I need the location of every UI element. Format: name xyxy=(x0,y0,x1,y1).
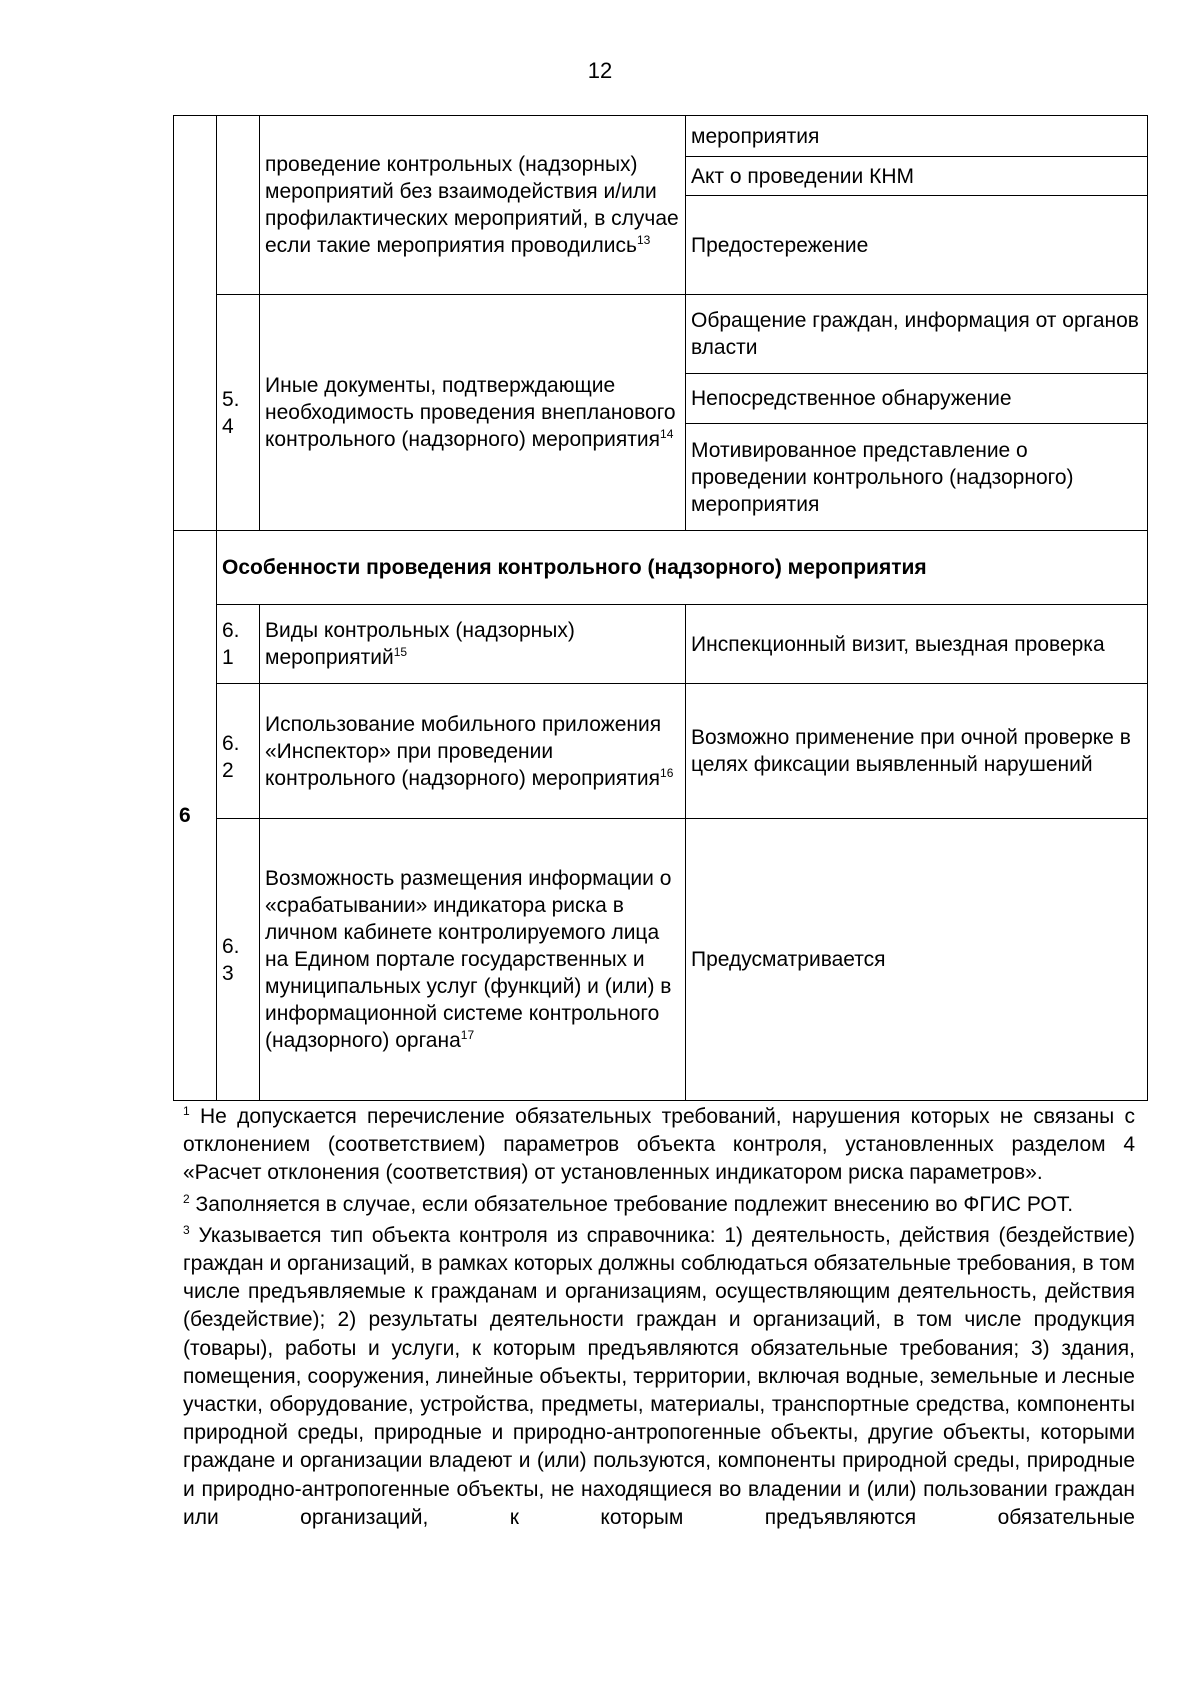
footnote-ref-16[interactable]: 16 xyxy=(660,765,674,780)
row-6-3-value: Предусматривается xyxy=(686,819,1148,1101)
footnote-3-text: Указывается тип объекта контроля из справочника: 1) деятельность, действия (бездействие) граждан и организаций, в рамках которых должны соблюдаться обязательные требования, в том числе предъявляемые к гражданам и организациям, осуществляющим деятельность, действия (бездействие); 2) результаты деятельности граждан и организаций, в том числе продукция (товары), работы и услуги, к которым предъявляются обязательные требования; 3) здания, помещения, сооружения, линейные объекты, территории, включая водные, земельные и лесные участки, оборудование, устройства, предметы, материалы, транспортные средства, компоненты природной среды, природные и природно-антропогенные объекты, другие объекты, которыми граждане и организации владеют и (или) пользуются, компоненты природной среды, природные и природно-антропогенные объекты, не находящиеся во владении и (или) пользовании граждан или организаций, к которым предъявляются обязательные xyxy=(183,1223,1135,1529)
row-5-3-value-2: Акт о проведении КНМ xyxy=(686,157,1148,196)
row-6-1-name: Виды контрольных (надзорных) мероприятий xyxy=(265,619,575,669)
footnote-mark-1: 1 xyxy=(183,1104,190,1118)
footnote-1-text: Не допускается перечисление обязательных требований, нарушения которых не связаны с отклонением (соответствием) параметров объекта контроля, установленных разделом 4 «Расчет отклонения (соответствия) от установленных индикатором риска параметров». xyxy=(183,1105,1135,1185)
requirements-table xyxy=(173,115,1148,1101)
footnote-2 xyxy=(183,1191,1135,1219)
row-5-4-value-3: Мотивированное представление о проведении контрольного (надзорного) мероприятия xyxy=(686,424,1148,531)
footnote-ref-17[interactable]: 17 xyxy=(460,1028,475,1042)
footnote-ref-15[interactable]: 15 xyxy=(393,645,408,659)
footnote-mark-2: 2 xyxy=(183,1191,190,1206)
row-5-4-value-1: Обращение граждан, информация от органов власти xyxy=(686,295,1148,374)
footnotes xyxy=(183,1103,1135,1535)
section6-number: 6 xyxy=(174,531,217,1101)
row-5-4-name: Иные документы, подтверждающие необходимость проведения внепланового контрольного (надзорного) мероприятия xyxy=(265,374,676,451)
page-number: 12 xyxy=(587,58,613,83)
row-6-2-value: Возможно применение при очной проверке в целях фиксации выявленный нарушений xyxy=(686,684,1148,819)
footnote-1 xyxy=(183,1103,1135,1188)
footnote-3 xyxy=(183,1222,1135,1532)
row-5-4-value-2: Непосредственное обнаружение xyxy=(686,374,1148,424)
row-6-1-value: Инспекционный визит, выездная проверка xyxy=(686,605,1148,684)
section6-heading: Особенности проведения контрольного (надзорного) мероприятия xyxy=(217,531,1148,605)
row-6-3-number: 6. 3 xyxy=(217,819,260,1101)
row-5-4-number: 5. 4 xyxy=(217,295,260,531)
row-5-4-name-cell xyxy=(260,295,686,531)
row-5-3-name: проведение контрольных (надзорных) мероприятий без взаимодействия и/или профилактических мероприятий, в случае если такие мероприятия проводились xyxy=(265,153,679,257)
row-6-3-name: Возможность размещения информации о «срабатывании» индикатора риска в личном кабинете контролируемого лица на Едином портале государственных и муниципальных услуг (функций) и (или) в информационной системе контрольного (надзорного) органа xyxy=(265,867,672,1052)
row-5-3-name-cell xyxy=(260,116,686,295)
row-5-3-value-1: мероприятия xyxy=(686,116,1148,157)
row-5-3-number-cell xyxy=(217,116,260,295)
section5-number-cell xyxy=(174,116,217,531)
row-6-3-name-cell xyxy=(260,819,686,1101)
row-6-2-number: 6. 2 xyxy=(217,684,260,819)
row-6-1-name-cell xyxy=(260,605,686,684)
footnote-ref-13[interactable]: 13 xyxy=(636,233,651,247)
row-6-2-name: Использование мобильного приложения «Инспектор» при проведении контрольного (надзорного) мероприятия xyxy=(265,712,662,790)
footnote-2-text: Заполняется в случае, если обязательное требование подлежит внесению во ФГИС РОТ. xyxy=(195,1192,1074,1216)
row-5-3-value-3: Предостережение xyxy=(686,196,1148,295)
footnote-ref-14[interactable]: 14 xyxy=(660,427,674,441)
row-6-2-name-cell xyxy=(260,684,686,819)
footnote-mark-3: 3 xyxy=(183,1222,190,1237)
row-6-1-number: 6. 1 xyxy=(217,605,260,684)
